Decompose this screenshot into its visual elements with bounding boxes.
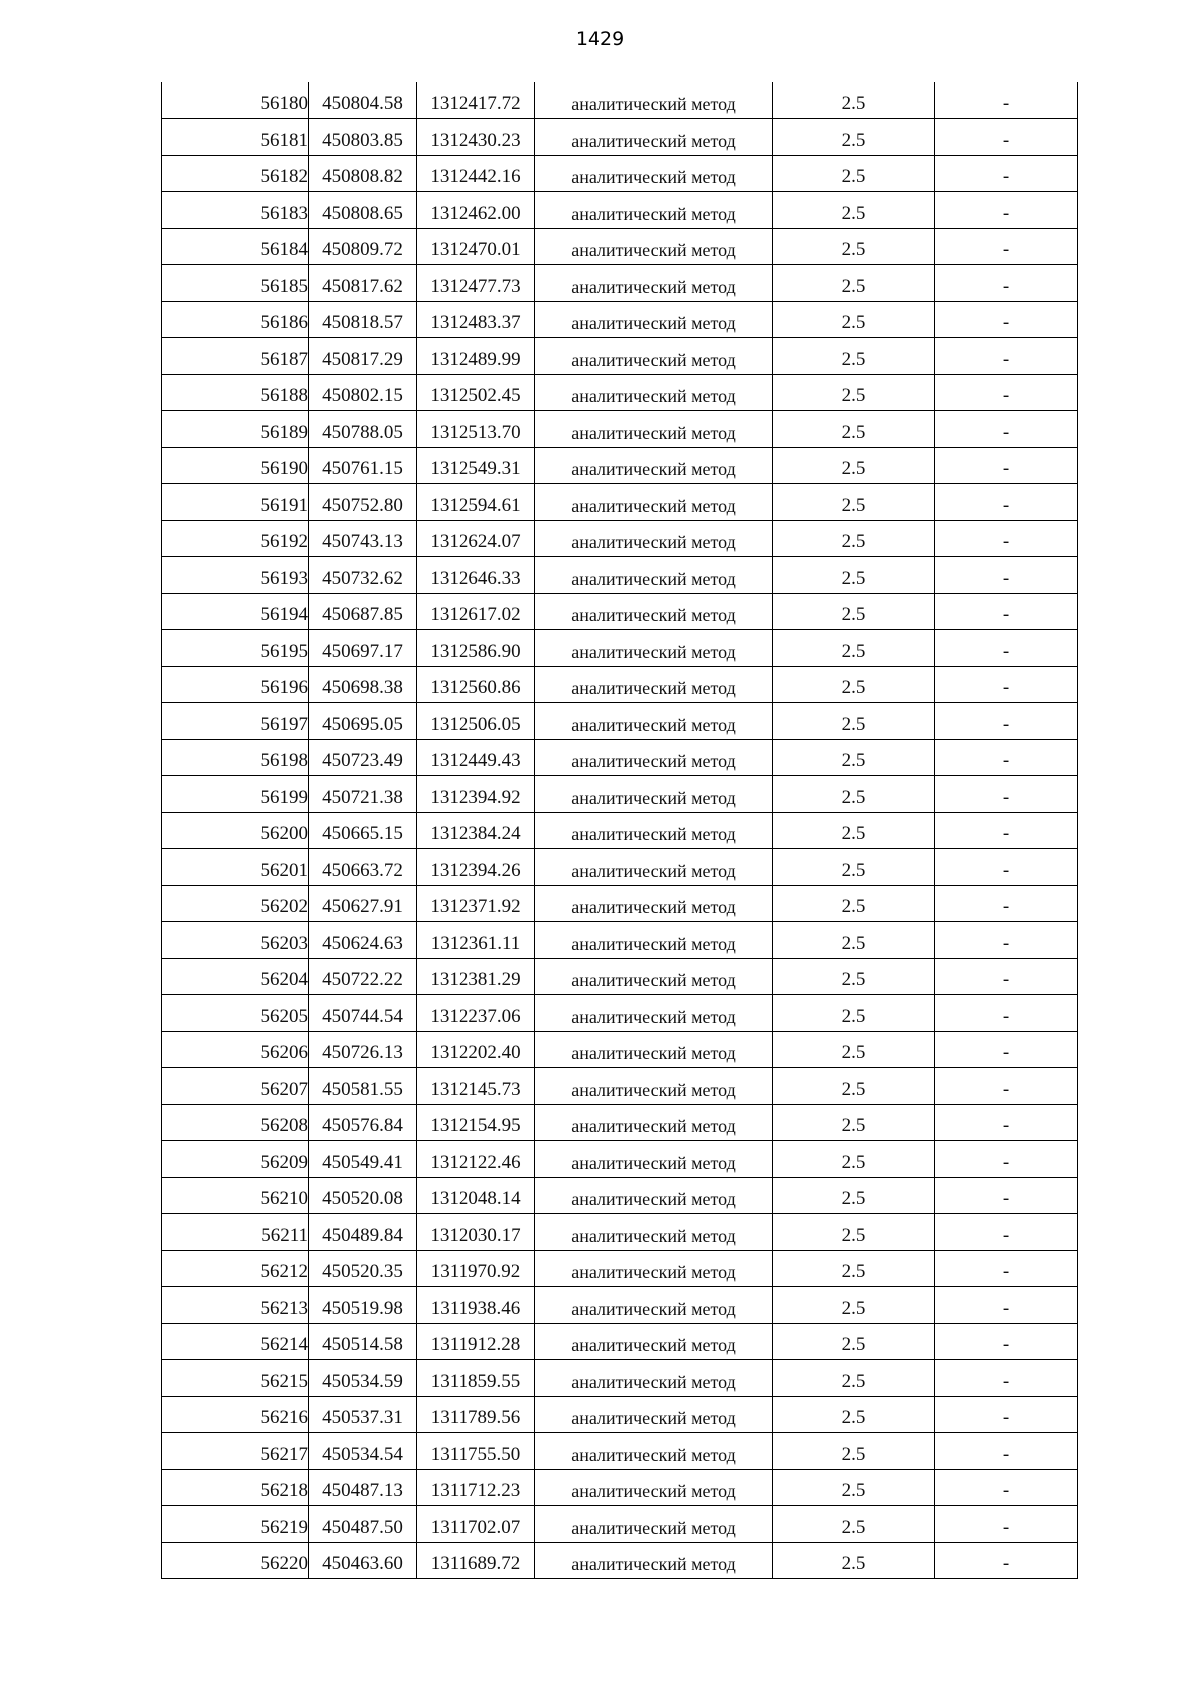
x-coordinate-cell: 450534.59 (309, 1360, 417, 1397)
point-number-cell: 56213 (162, 1287, 309, 1324)
accuracy-cell: 2.5 (773, 703, 935, 740)
note-cell: - (935, 593, 1078, 630)
table-row (162, 1506, 1078, 1543)
x-coordinate-cell: 450663.72 (309, 849, 417, 886)
y-coordinate-cell: 1312145.73 (417, 1068, 535, 1105)
accuracy-cell: 2.5 (773, 484, 935, 521)
method-cell: аналитический метод (535, 630, 773, 667)
accuracy-cell: 2.5 (773, 593, 935, 630)
accuracy-cell: 2.5 (773, 958, 935, 995)
point-number-cell: 56182 (162, 155, 309, 192)
accuracy-cell: 2.5 (773, 1542, 935, 1579)
y-coordinate-cell: 1312030.17 (417, 1214, 535, 1251)
accuracy-cell: 2.5 (773, 776, 935, 813)
point-number-cell: 56217 (162, 1433, 309, 1470)
method-cell: аналитический метод (535, 666, 773, 703)
point-number-cell: 56198 (162, 739, 309, 776)
method-cell: аналитический метод (535, 374, 773, 411)
method-cell: аналитический метод (535, 447, 773, 484)
accuracy-cell: 2.5 (773, 666, 935, 703)
y-coordinate-cell: 1312506.05 (417, 703, 535, 740)
table-row (162, 192, 1078, 229)
point-number-cell: 56181 (162, 119, 309, 156)
y-coordinate-cell: 1312513.70 (417, 411, 535, 448)
table-row (162, 1396, 1078, 1433)
y-coordinate-cell: 1312371.92 (417, 885, 535, 922)
y-coordinate-cell: 1312361.11 (417, 922, 535, 959)
x-coordinate-cell: 450519.98 (309, 1287, 417, 1324)
y-coordinate-cell: 1312122.46 (417, 1141, 535, 1178)
note-cell: - (935, 155, 1078, 192)
y-coordinate-cell: 1311970.92 (417, 1250, 535, 1287)
method-cell: аналитический метод (535, 338, 773, 375)
accuracy-cell: 2.5 (773, 1031, 935, 1068)
accuracy-cell: 2.5 (773, 1177, 935, 1214)
method-cell: аналитический метод (535, 995, 773, 1032)
note-cell: - (935, 1031, 1078, 1068)
table-row (162, 1323, 1078, 1360)
point-number-cell: 56197 (162, 703, 309, 740)
y-coordinate-cell: 1312449.43 (417, 739, 535, 776)
x-coordinate-cell: 450520.35 (309, 1250, 417, 1287)
accuracy-cell: 2.5 (773, 1250, 935, 1287)
method-cell: аналитический метод (535, 411, 773, 448)
x-coordinate-cell: 450697.17 (309, 630, 417, 667)
note-cell: - (935, 1177, 1078, 1214)
x-coordinate-cell: 450818.57 (309, 301, 417, 338)
point-number-cell: 56219 (162, 1506, 309, 1543)
accuracy-cell: 2.5 (773, 885, 935, 922)
note-cell: - (935, 265, 1078, 302)
accuracy-cell: 2.5 (773, 1104, 935, 1141)
method-cell: аналитический метод (535, 520, 773, 557)
method-cell: аналитический метод (535, 739, 773, 776)
note-cell: - (935, 119, 1078, 156)
y-coordinate-cell: 1312384.24 (417, 812, 535, 849)
point-number-cell: 56218 (162, 1469, 309, 1506)
accuracy-cell: 2.5 (773, 739, 935, 776)
note-cell: - (935, 776, 1078, 813)
point-number-cell: 56180 (162, 82, 309, 119)
note-cell: - (935, 1469, 1078, 1506)
y-coordinate-cell: 1312502.45 (417, 374, 535, 411)
y-coordinate-cell: 1312586.90 (417, 630, 535, 667)
table-row (162, 666, 1078, 703)
note-cell: - (935, 484, 1078, 521)
method-cell: аналитический метод (535, 155, 773, 192)
note-cell: - (935, 922, 1078, 959)
point-number-cell: 56187 (162, 338, 309, 375)
y-coordinate-cell: 1312237.06 (417, 995, 535, 1032)
table-row (162, 1141, 1078, 1178)
x-coordinate-cell: 450808.65 (309, 192, 417, 229)
point-number-cell: 56183 (162, 192, 309, 229)
accuracy-cell: 2.5 (773, 265, 935, 302)
x-coordinate-cell: 450723.49 (309, 739, 417, 776)
point-number-cell: 56201 (162, 849, 309, 886)
note-cell: - (935, 447, 1078, 484)
note-cell: - (935, 1214, 1078, 1251)
x-coordinate-cell: 450687.85 (309, 593, 417, 630)
note-cell: - (935, 1104, 1078, 1141)
note-cell: - (935, 1141, 1078, 1178)
table-row (162, 593, 1078, 630)
y-coordinate-cell: 1312470.01 (417, 228, 535, 265)
x-coordinate-cell: 450549.41 (309, 1141, 417, 1178)
method-cell: аналитический метод (535, 1360, 773, 1397)
table-row (162, 228, 1078, 265)
table-row (162, 301, 1078, 338)
point-number-cell: 56191 (162, 484, 309, 521)
method-cell: аналитический метод (535, 1141, 773, 1178)
note-cell: - (935, 1360, 1078, 1397)
x-coordinate-cell: 450804.58 (309, 82, 417, 119)
note-cell: - (935, 301, 1078, 338)
point-number-cell: 56200 (162, 812, 309, 849)
table-row (162, 703, 1078, 740)
point-number-cell: 56214 (162, 1323, 309, 1360)
point-number-cell: 56206 (162, 1031, 309, 1068)
y-coordinate-cell: 1312381.29 (417, 958, 535, 995)
y-coordinate-cell: 1311859.55 (417, 1360, 535, 1397)
x-coordinate-cell: 450732.62 (309, 557, 417, 594)
note-cell: - (935, 228, 1078, 265)
note-cell: - (935, 1433, 1078, 1470)
note-cell: - (935, 557, 1078, 594)
accuracy-cell: 2.5 (773, 995, 935, 1032)
method-cell: аналитический метод (535, 1506, 773, 1543)
accuracy-cell: 2.5 (773, 1433, 935, 1470)
note-cell: - (935, 958, 1078, 995)
method-cell: аналитический метод (535, 958, 773, 995)
table-row (162, 155, 1078, 192)
y-coordinate-cell: 1312594.61 (417, 484, 535, 521)
point-number-cell: 56202 (162, 885, 309, 922)
point-number-cell: 56199 (162, 776, 309, 813)
x-coordinate-cell: 450665.15 (309, 812, 417, 849)
y-coordinate-cell: 1311938.46 (417, 1287, 535, 1324)
point-number-cell: 56190 (162, 447, 309, 484)
point-number-cell: 56193 (162, 557, 309, 594)
accuracy-cell: 2.5 (773, 1214, 935, 1251)
y-coordinate-cell: 1312549.31 (417, 447, 535, 484)
point-number-cell: 56212 (162, 1250, 309, 1287)
point-number-cell: 56195 (162, 630, 309, 667)
table-row (162, 1214, 1078, 1251)
accuracy-cell: 2.5 (773, 155, 935, 192)
method-cell: аналитический метод (535, 228, 773, 265)
x-coordinate-cell: 450744.54 (309, 995, 417, 1032)
method-cell: аналитический метод (535, 484, 773, 521)
accuracy-cell: 2.5 (773, 1068, 935, 1105)
point-number-cell: 56196 (162, 666, 309, 703)
x-coordinate-cell: 450520.08 (309, 1177, 417, 1214)
y-coordinate-cell: 1312560.86 (417, 666, 535, 703)
x-coordinate-cell: 450487.50 (309, 1506, 417, 1543)
method-cell: аналитический метод (535, 1177, 773, 1214)
x-coordinate-cell: 450624.63 (309, 922, 417, 959)
note-cell: - (935, 1287, 1078, 1324)
point-number-cell: 56185 (162, 265, 309, 302)
accuracy-cell: 2.5 (773, 1469, 935, 1506)
method-cell: аналитический метод (535, 1250, 773, 1287)
x-coordinate-cell: 450721.38 (309, 776, 417, 813)
note-cell: - (935, 666, 1078, 703)
accuracy-cell: 2.5 (773, 192, 935, 229)
accuracy-cell: 2.5 (773, 520, 935, 557)
y-coordinate-cell: 1312154.95 (417, 1104, 535, 1141)
accuracy-cell: 2.5 (773, 411, 935, 448)
x-coordinate-cell: 450514.58 (309, 1323, 417, 1360)
method-cell: аналитический метод (535, 922, 773, 959)
method-cell: аналитический метод (535, 776, 773, 813)
note-cell: - (935, 1068, 1078, 1105)
method-cell: аналитический метод (535, 812, 773, 849)
table-row (162, 1287, 1078, 1324)
accuracy-cell: 2.5 (773, 82, 935, 119)
y-coordinate-cell: 1311712.23 (417, 1469, 535, 1506)
point-number-cell: 56194 (162, 593, 309, 630)
table-row (162, 1542, 1078, 1579)
y-coordinate-cell: 1312624.07 (417, 520, 535, 557)
x-coordinate-cell: 450463.60 (309, 1542, 417, 1579)
method-cell: аналитический метод (535, 849, 773, 886)
coordinates-table (161, 82, 1078, 1579)
accuracy-cell: 2.5 (773, 228, 935, 265)
table-row (162, 1068, 1078, 1105)
y-coordinate-cell: 1312646.33 (417, 557, 535, 594)
y-coordinate-cell: 1311755.50 (417, 1433, 535, 1470)
table-row (162, 849, 1078, 886)
note-cell: - (935, 703, 1078, 740)
point-number-cell: 56208 (162, 1104, 309, 1141)
coordinates-table-body (162, 82, 1078, 1579)
x-coordinate-cell: 450788.05 (309, 411, 417, 448)
method-cell: аналитический метод (535, 265, 773, 302)
table-row (162, 265, 1078, 302)
accuracy-cell: 2.5 (773, 1506, 935, 1543)
note-cell: - (935, 520, 1078, 557)
note-cell: - (935, 192, 1078, 229)
table-row (162, 338, 1078, 375)
accuracy-cell: 2.5 (773, 812, 935, 849)
method-cell: аналитический метод (535, 301, 773, 338)
accuracy-cell: 2.5 (773, 1396, 935, 1433)
x-coordinate-cell: 450743.13 (309, 520, 417, 557)
point-number-cell: 56216 (162, 1396, 309, 1433)
x-coordinate-cell: 450698.38 (309, 666, 417, 703)
note-cell: - (935, 338, 1078, 375)
table-row (162, 447, 1078, 484)
table-row (162, 995, 1078, 1032)
method-cell: аналитический метод (535, 703, 773, 740)
method-cell: аналитический метод (535, 593, 773, 630)
accuracy-cell: 2.5 (773, 922, 935, 959)
method-cell: аналитический метод (535, 1396, 773, 1433)
table-row (162, 1250, 1078, 1287)
note-cell: - (935, 82, 1078, 119)
point-number-cell: 56207 (162, 1068, 309, 1105)
note-cell: - (935, 374, 1078, 411)
x-coordinate-cell: 450534.54 (309, 1433, 417, 1470)
table-row (162, 484, 1078, 521)
y-coordinate-cell: 1312417.72 (417, 82, 535, 119)
method-cell: аналитический метод (535, 885, 773, 922)
y-coordinate-cell: 1312202.40 (417, 1031, 535, 1068)
x-coordinate-cell: 450581.55 (309, 1068, 417, 1105)
table-row (162, 411, 1078, 448)
x-coordinate-cell: 450695.05 (309, 703, 417, 740)
method-cell: аналитический метод (535, 192, 773, 229)
table-row (162, 82, 1078, 119)
point-number-cell: 56211 (162, 1214, 309, 1251)
table-row (162, 958, 1078, 995)
x-coordinate-cell: 450817.62 (309, 265, 417, 302)
note-cell: - (935, 411, 1078, 448)
method-cell: аналитический метод (535, 119, 773, 156)
x-coordinate-cell: 450752.80 (309, 484, 417, 521)
x-coordinate-cell: 450817.29 (309, 338, 417, 375)
accuracy-cell: 2.5 (773, 374, 935, 411)
point-number-cell: 56188 (162, 374, 309, 411)
y-coordinate-cell: 1312477.73 (417, 265, 535, 302)
note-cell: - (935, 630, 1078, 667)
x-coordinate-cell: 450802.15 (309, 374, 417, 411)
table-row (162, 630, 1078, 667)
table-row (162, 119, 1078, 156)
method-cell: аналитический метод (535, 1068, 773, 1105)
accuracy-cell: 2.5 (773, 1141, 935, 1178)
note-cell: - (935, 1250, 1078, 1287)
table-row (162, 374, 1078, 411)
point-number-cell: 56192 (162, 520, 309, 557)
y-coordinate-cell: 1312394.26 (417, 849, 535, 886)
x-coordinate-cell: 450722.22 (309, 958, 417, 995)
method-cell: аналитический метод (535, 1104, 773, 1141)
note-cell: - (935, 1506, 1078, 1543)
note-cell: - (935, 1323, 1078, 1360)
method-cell: аналитический метод (535, 1323, 773, 1360)
table-row (162, 812, 1078, 849)
point-number-cell: 56220 (162, 1542, 309, 1579)
point-number-cell: 56184 (162, 228, 309, 265)
accuracy-cell: 2.5 (773, 1323, 935, 1360)
y-coordinate-cell: 1312048.14 (417, 1177, 535, 1214)
y-coordinate-cell: 1312442.16 (417, 155, 535, 192)
table-row (162, 1177, 1078, 1214)
point-number-cell: 56186 (162, 301, 309, 338)
point-number-cell: 56189 (162, 411, 309, 448)
table-row (162, 1433, 1078, 1470)
point-number-cell: 56203 (162, 922, 309, 959)
note-cell: - (935, 995, 1078, 1032)
y-coordinate-cell: 1312489.99 (417, 338, 535, 375)
y-coordinate-cell: 1311689.72 (417, 1542, 535, 1579)
x-coordinate-cell: 450808.82 (309, 155, 417, 192)
y-coordinate-cell: 1311912.28 (417, 1323, 535, 1360)
y-coordinate-cell: 1312617.02 (417, 593, 535, 630)
note-cell: - (935, 849, 1078, 886)
x-coordinate-cell: 450627.91 (309, 885, 417, 922)
y-coordinate-cell: 1312483.37 (417, 301, 535, 338)
table-row (162, 520, 1078, 557)
y-coordinate-cell: 1312430.23 (417, 119, 535, 156)
method-cell: аналитический метод (535, 82, 773, 119)
y-coordinate-cell: 1312462.00 (417, 192, 535, 229)
accuracy-cell: 2.5 (773, 301, 935, 338)
note-cell: - (935, 1542, 1078, 1579)
table-row (162, 1469, 1078, 1506)
accuracy-cell: 2.5 (773, 849, 935, 886)
note-cell: - (935, 739, 1078, 776)
note-cell: - (935, 885, 1078, 922)
method-cell: аналитический метод (535, 1433, 773, 1470)
y-coordinate-cell: 1311789.56 (417, 1396, 535, 1433)
method-cell: аналитический метод (535, 1287, 773, 1324)
table-row (162, 776, 1078, 813)
accuracy-cell: 2.5 (773, 119, 935, 156)
method-cell: аналитический метод (535, 1542, 773, 1579)
page-number: 1429 (575, 28, 625, 50)
method-cell: аналитический метод (535, 1469, 773, 1506)
table-row (162, 739, 1078, 776)
x-coordinate-cell: 450761.15 (309, 447, 417, 484)
method-cell: аналитический метод (535, 1031, 773, 1068)
accuracy-cell: 2.5 (773, 1287, 935, 1324)
point-number-cell: 56215 (162, 1360, 309, 1397)
accuracy-cell: 2.5 (773, 557, 935, 594)
point-number-cell: 56209 (162, 1141, 309, 1178)
y-coordinate-cell: 1312394.92 (417, 776, 535, 813)
x-coordinate-cell: 450576.84 (309, 1104, 417, 1141)
method-cell: аналитический метод (535, 1214, 773, 1251)
accuracy-cell: 2.5 (773, 338, 935, 375)
table-row (162, 1104, 1078, 1141)
point-number-cell: 56204 (162, 958, 309, 995)
table-row (162, 885, 1078, 922)
point-number-cell: 56205 (162, 995, 309, 1032)
table-row (162, 1360, 1078, 1397)
x-coordinate-cell: 450809.72 (309, 228, 417, 265)
y-coordinate-cell: 1311702.07 (417, 1506, 535, 1543)
table-row (162, 1031, 1078, 1068)
note-cell: - (935, 812, 1078, 849)
x-coordinate-cell: 450803.85 (309, 119, 417, 156)
x-coordinate-cell: 450487.13 (309, 1469, 417, 1506)
table-row (162, 922, 1078, 959)
method-cell: аналитический метод (535, 557, 773, 594)
note-cell: - (935, 1396, 1078, 1433)
x-coordinate-cell: 450726.13 (309, 1031, 417, 1068)
x-coordinate-cell: 450489.84 (309, 1214, 417, 1251)
point-number-cell: 56210 (162, 1177, 309, 1214)
table-row (162, 557, 1078, 594)
accuracy-cell: 2.5 (773, 1360, 935, 1397)
accuracy-cell: 2.5 (773, 630, 935, 667)
x-coordinate-cell: 450537.31 (309, 1396, 417, 1433)
accuracy-cell: 2.5 (773, 447, 935, 484)
